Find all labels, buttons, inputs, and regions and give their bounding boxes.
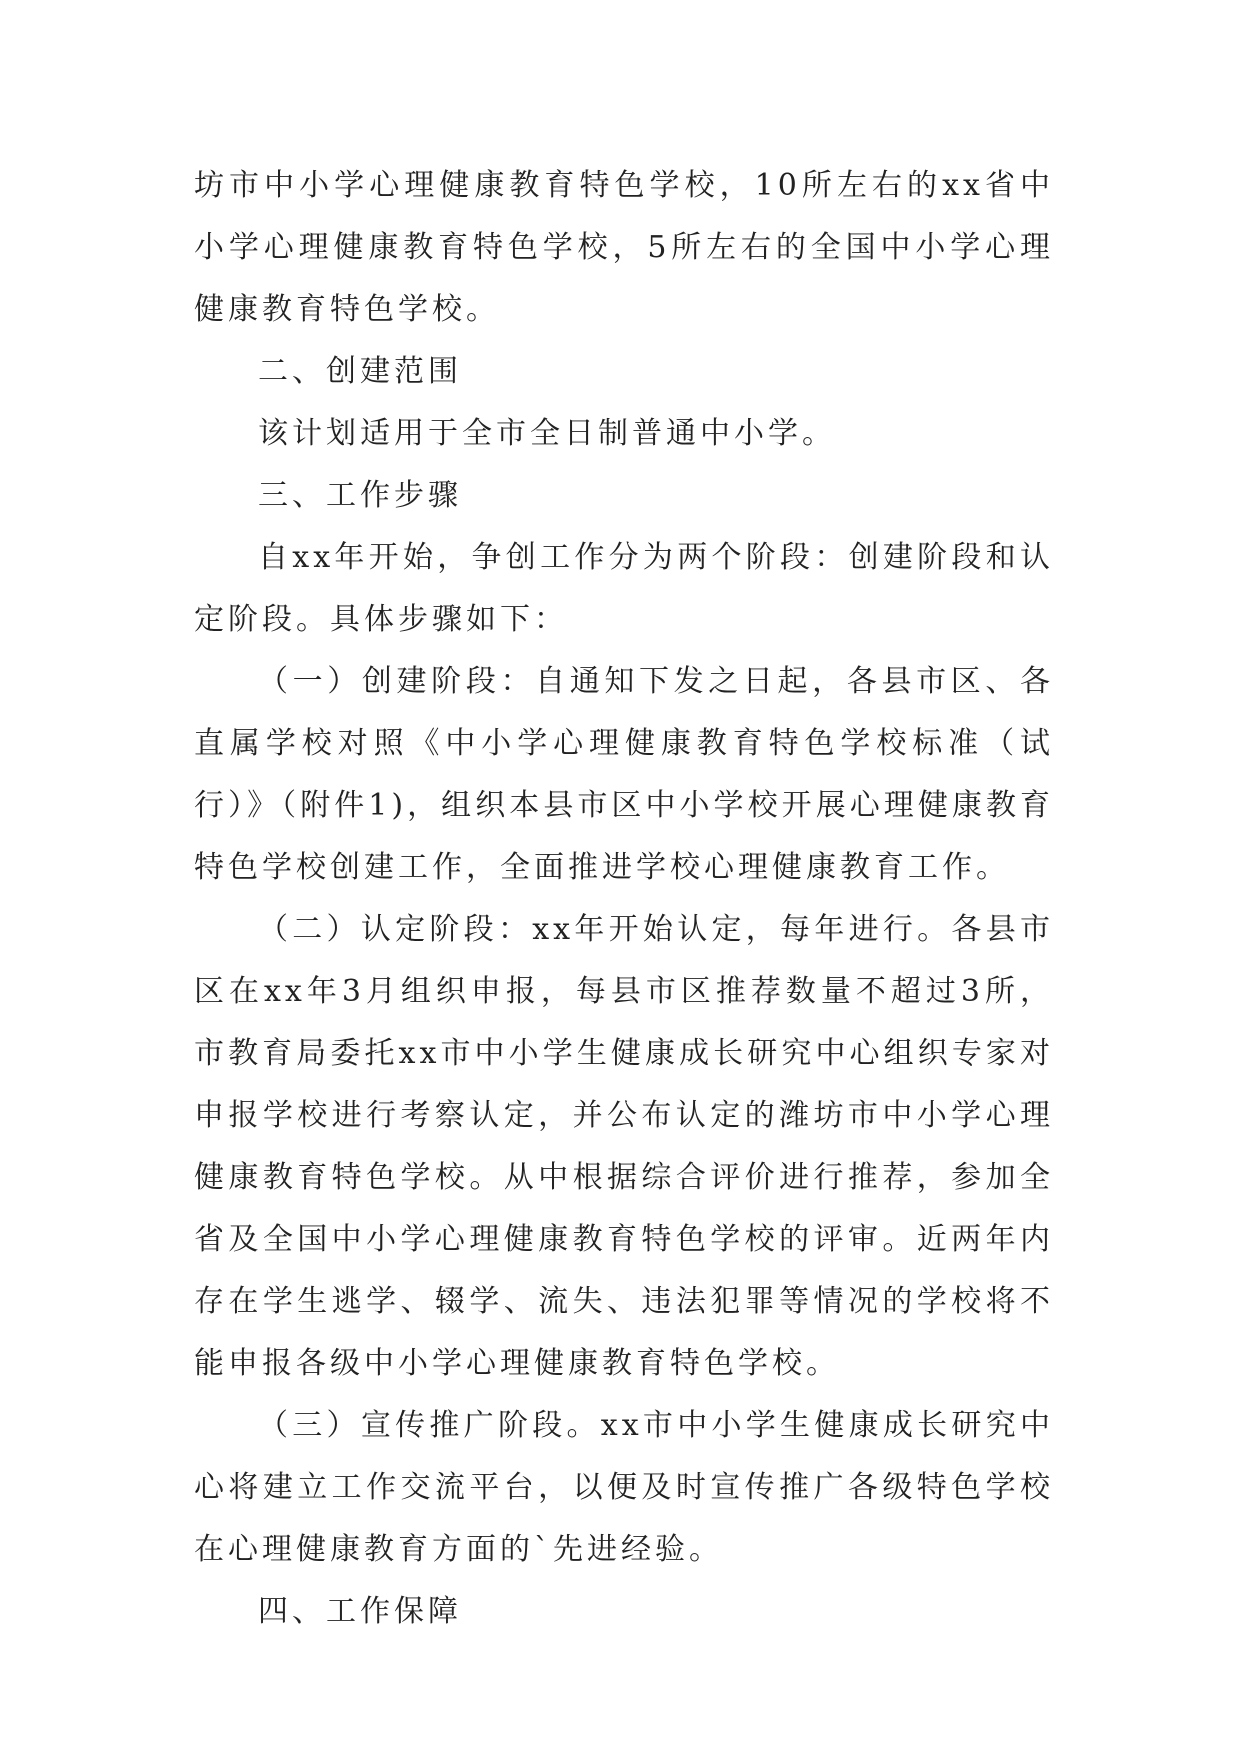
paragraph-step-two: （二）认定阶段：xx年开始认定，每年进行。各县市区在xx年3月组织申报，每县市区推荐数量不超过3所，市教育局委托xx市中小学生健康成长研究中心组织专家对申报学校进行考察认定，并公布认定的潍坊市中小学心理健康教育特色学校。从中根据综合评价进行推荐，参加全省及全国中小学心理健康教育特色学校的评审。近两年内存在学生逃学、辍学、流失、违法犯罪等情况的学校将不能申报各级中小学心理健康教育特色学校。	[194, 912, 1054, 1381]
section-heading-guarantee: 四、工作保障	[258, 1594, 462, 1629]
paragraph-continuation: 坊市中小学心理健康教育特色学校，10所左右的xx省中小学心理健康教育特色学校，5所左右的全国中小学心理健康教育特色学校。	[194, 168, 1054, 327]
section-heading-steps: 三、工作步骤	[258, 478, 462, 513]
paragraph-step-one: （一）创建阶段：自通知下发之日起，各县市区、各直属学校对照《中小学心理健康教育特色学校标准（试行）》（附件1)，组织本县市区中小学校开展心理健康教育特色学校创建工作，全面推进学校心理健康教育工作。	[194, 664, 1054, 885]
paragraph-scope: 该计划适用于全市全日制普通中小学。	[258, 416, 836, 451]
document-body	[194, 155, 1054, 1643]
paragraph-steps-intro: 自xx年开始，争创工作分为两个阶段：创建阶段和认定阶段。具体步骤如下：	[194, 540, 1054, 637]
paragraph-step-three: （三）宣传推广阶段。xx市中小学生健康成长研究中心将建立工作交流平台，以便及时宣传推广各级特色学校在心理健康教育方面的`先进经验。	[194, 1408, 1054, 1567]
section-heading-scope: 二、创建范围	[258, 354, 462, 389]
